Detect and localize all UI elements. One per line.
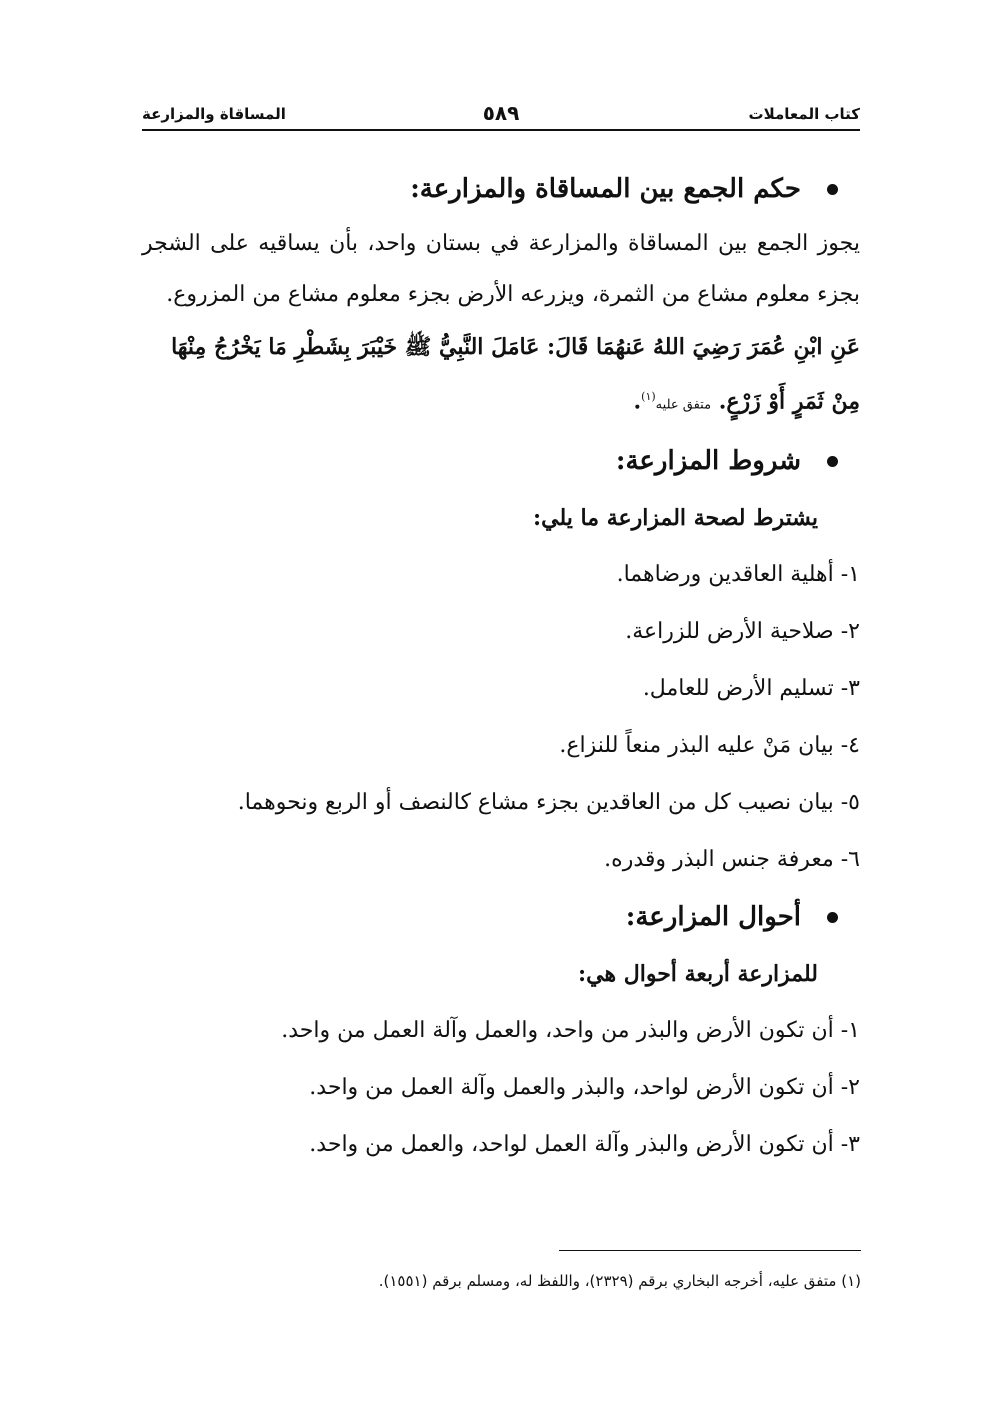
- hadith-text: عَنِ ابْنِ عُمَرَ رَضِيَ اللهُ عَنهُمَا قَالَ: عَامَلَ النَّبِيُّ ﷺ خَيْبَرَ بِشَطْرِ مَا يَخْرُجُ مِنْهَا مِنْ ثَمَرٍ أَوْ زَرْعٍ.: [171, 334, 860, 415]
- list-item: ٤- بيان مَنْ عليه البذر منعاً للنزاع.: [559, 733, 860, 759]
- list-item: ١- أهلية العاقدين ورضاهما.: [616, 562, 860, 588]
- list-item: ٢- صلاحية الأرض للزراعة.: [625, 619, 860, 645]
- book-title: كتاب المعاملات: [748, 105, 860, 123]
- list-item: ١- أن تكون الأرض والبذر من واحد، والعمل وآلة العمل من واحد.: [281, 1018, 860, 1044]
- bullet-icon: [827, 912, 838, 923]
- hadith-block: [142, 322, 860, 430]
- chapter-title: المساقاة والمزارعة: [142, 105, 286, 123]
- list-item: ٢- أن تكون الأرض لواحد، والبذر والعمل وآلة العمل من واحد.: [309, 1075, 860, 1101]
- heading-text: حكم الجمع بين المساقاة والمزارعة:: [410, 174, 801, 204]
- states-list: [142, 1002, 860, 1173]
- paragraph-combination-ruling: يجوز الجمع بين المساقاة والمزارعة في بستان واحد، بأن يساقيه على الشجر بجزء معلوم مشاع من الثمرة، ويزرعه الأرض بجزء معلوم مشاع من المزروع.: [142, 231, 860, 307]
- page-body: [142, 160, 860, 1173]
- page-number: ٥٨٩: [482, 101, 520, 125]
- section-heading-conditions: [142, 432, 860, 490]
- footnote: (١) متفق عليه، أخرجه البخاري برقم (٢٣٢٩)، واللفظ له، ومسلم برقم (١٥٥١).: [378, 1272, 861, 1290]
- bullet-icon: [827, 456, 838, 467]
- heading-text: شروط المزارعة:: [615, 446, 801, 477]
- list-item: ٥- بيان نصيب كل من العاقدين بجزء مشاع كالنصف أو الربع ونحوهما.: [237, 790, 860, 816]
- heading-text: أحوال المزارعة:: [625, 902, 801, 933]
- list-item: ٣- تسليم الأرض للعامل.: [642, 676, 860, 702]
- bullet-icon: [827, 184, 838, 195]
- page-header: [142, 103, 860, 131]
- list-item: ٦- معرفة جنس البذر وقدره.: [604, 847, 860, 873]
- section-heading-combination: [142, 160, 860, 218]
- footnote-marker: (١): [641, 390, 656, 403]
- footnote-divider: [559, 1250, 861, 1251]
- states-intro: للمزارعة أربعة أحوال هي:: [578, 961, 818, 988]
- hadith-source: متفق عليه: [655, 397, 712, 413]
- list-item: ٣- أن تكون الأرض والبذر وآلة العمل لواحد، والعمل من واحد.: [309, 1132, 860, 1158]
- end-mark: .: [633, 388, 642, 415]
- conditions-list: [142, 546, 860, 888]
- conditions-intro: يشترط لصحة المزارعة ما يلي:: [533, 505, 818, 532]
- section-heading-states: [142, 888, 860, 946]
